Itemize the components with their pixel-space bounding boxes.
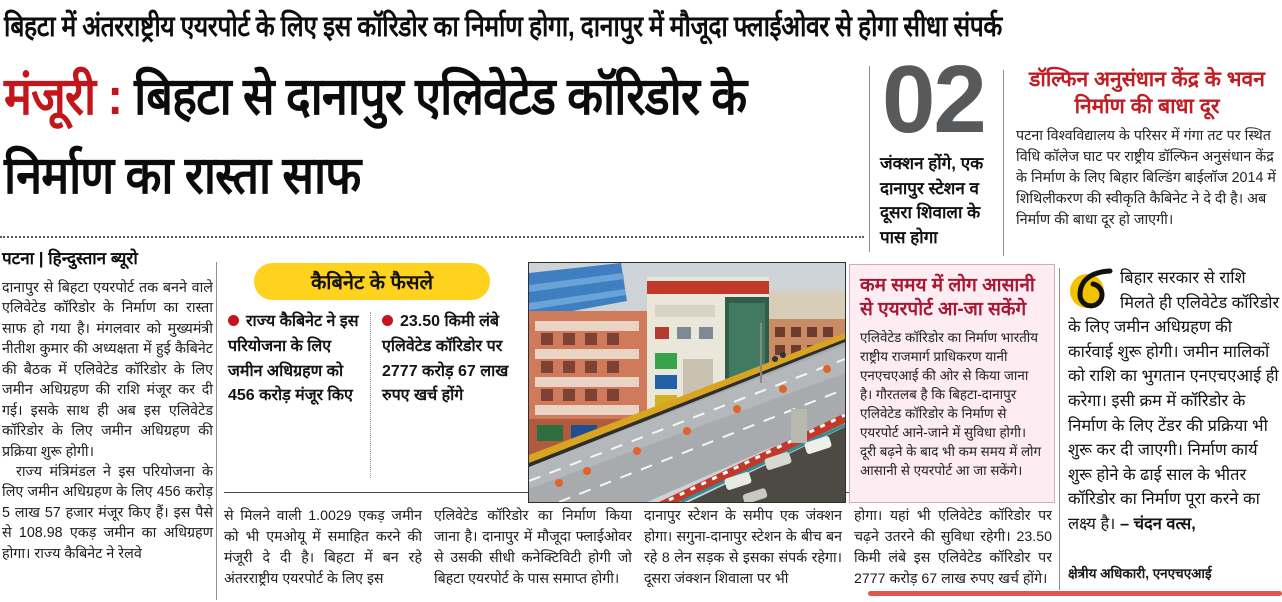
headline-separator-rule — [0, 236, 864, 238]
bottom-column-1: से मिलने वाली 1.0029 एकड़ जमीन को भी एमओयू में समाहित करने की मंजूरी दे दी है। बिहटा में बन रहे अंतरराष्ट्रीय एयरपोर्ट के लिए इस — [224, 508, 422, 588]
bullet-dot-icon — [228, 315, 239, 326]
bullet-dot-icon — [382, 315, 393, 326]
quote-text: बिहार सरकार से राशि मिलते ही एलिवेटेड कॉरिडोर के लिए जमीन अधिग्रहण की कार्रवाई शुरू होगी। जमीन मालिकों को राशि का भुगतान एनएचएआई ही करेगा। इसी क्रम में कॉरिडोर के निर्माण के लिए टेंडर की प्रक्रिया भी शुरू कर दी जाएगी। निर्माण कार्य शुरू होने के ढाई साल के भीतर कॉरिडोर का निर्माण पूरा करने का लक्ष्य है। — [1068, 269, 1280, 534]
divider-stat-dolphin — [1003, 70, 1004, 256]
main-headline — [4, 58, 864, 216]
bottom-column-3: दानापुर स्टेशन के समीप एक जंक्शन होगा। सगुना-दानापुर स्टेशन के बीच बन रहे 8 लेन सड़क से इसका संपर्क रहेगा। दूसरा जंक्शन शिवाला पर भी — [644, 508, 842, 588]
pink-box-body: एलिवेटेड कॉरिडोर का निर्माण भारतीय राष्ट्रीय राजमार्ग प्राधिकरण यानी एनएचएआई की ओर से किया जाना है। गौरतलब है कि बिहटा-दानापुर एलिवेटेड कॉरिडोर के निर्माण से एयरपोर्ट आने-जाने में सुविधा होगी। दूरी बढ़ने के बाद भी कम समय में लोग आसानी से एयरपोर्ट आ जा सकेंगे। — [860, 329, 1042, 478]
lead-paragraph-2: राज्य मंत्रिमंडल ने इस परियोजना के लिए जमीन अधिग्रहण के लिए 456 करोड़ 5 लाख 57 हजार मंजूर किए हैं। इस पैसे से 108.98 एकड़ जमीन का अधिग्रहण होगा। राज्य कैबिनेट ने रेलवे — [2, 463, 213, 562]
headline-kicker: मंजूरी : — [4, 68, 123, 126]
dolphin-article-headline: डॉल्फिन अनुसंधान केंद्र के भवन निर्माण की बाधा दूर — [1029, 68, 1265, 119]
divider-lead-column — [216, 262, 217, 600]
top-strap-headline: बिहटा में अंतरराष्ट्रीय एयरपोर्ट के लिए इस कॉरिडोर का निर्माण होगा, दानापुर में मौजूदा फ्लाईओवर से होगा सीधा संपर्क — [4, 11, 1002, 43]
cabinet-bullet-2 — [382, 310, 518, 409]
pink-highlight-box — [849, 264, 1055, 503]
pink-box-headline: कम समय में लोग आसानी से एयरपोर्ट आ-जा सकेंगे — [860, 275, 1035, 320]
corridor-photo — [528, 262, 846, 503]
divider-quote-column — [1059, 268, 1060, 590]
quote-author-role: क्षेत्रीय अधिकारी, एनएचएआई — [1068, 566, 1212, 581]
cabinet-bullet-1 — [228, 310, 364, 409]
bottom-red-rule — [868, 591, 1282, 596]
divider-headline-stat — [869, 66, 870, 252]
quote-column — [1068, 266, 1280, 537]
stat-number: 02 — [882, 46, 985, 153]
lead-paragraph-1: दानापुर से बिहटा एयरपोर्ट तक बनने वाले एलिवेटेड कॉरिडोर के निर्माण का रास्ता साफ हो गया है। मंगलवार को मुख्यमंत्री नीतीश कुमार की अध्यक्षता में हुई कैबिनेट की बैठक में एलिवेटेड कॉरिडोर के लिए जमीन अधिग्रहण की राशि मंजूर कर दी गई। इसके साथ ही अब इस एलिवेटेड कॉरिडोर के लिए जमीन अधिग्रहण की प्रक्रिया शुरू होगी। — [2, 280, 213, 460]
headline-text: बिहटा से दानापुर एलिवेटेड कॉरिडोर के निर्माण का रास्ता साफ — [4, 68, 747, 206]
bottom-column-2: एलिवेटेड कॉरिडोर का निर्माण किया जाना है। दानापुर में मौजूदा फ्लाईओवर से उसकी सीधी कनेक्टिविटी होगी जो बिहटा एयरपोर्ट के पास समाप्त होगी। — [434, 508, 632, 588]
bottom-column-4: होगा। यहां भी एलिवेटेड कॉरिडोर पर चढ़ने उतरने की सुविधा रहेगी। 23.50 किमी लंबे इस एलिवेटेड कॉरिडोर पर 2777 करोड़ 67 लाख रुपए खर्च होंगे। — [854, 508, 1052, 588]
dolphin-article-body: पटना विश्वविद्यालय के परिसर में गंगा तट पर स्थित विधि कॉलेज घाट पर राष्ट्रीय डॉल्फिन अनुसंधान केंद्र के निर्माण के लिए बिहार बिल्डिंग बाईलॉज 2014 में शिथिलीकरण की स्वीकृति कैबिनेट ने दे दी है। अब निर्माण की बाधा दूर हो जाएगी। — [1016, 128, 1276, 229]
lead-column — [2, 278, 213, 564]
cabinet-bullet-1-text: राज्य कैबिनेट ने इस परियोजना के लिए जमीन अधिग्रहण को 456 करोड़ मंजूर किए — [228, 313, 359, 405]
cabinet-bullet-2-text: 23.50 किमी लंबे एलिवेटेड कॉरिडोर पर 2777 करोड़ 67 लाख रुपए खर्च होंगे — [382, 313, 509, 405]
quote-icon — [1068, 268, 1114, 310]
corridor-photo-illustration — [529, 263, 845, 502]
cabinet-box-title: कैबिनेट के फैसले — [254, 263, 490, 300]
quote-author: – चंदन वत्स, — [1119, 515, 1196, 534]
cabinet-bullets-divider — [370, 312, 371, 478]
byline: पटना | हिन्दुस्तान ब्यूरो — [2, 249, 138, 268]
stat-caption: जंक्शन होंगे, एक दानापुर स्टेशन व दूसरा शिवाला के पास होगा — [880, 154, 984, 247]
